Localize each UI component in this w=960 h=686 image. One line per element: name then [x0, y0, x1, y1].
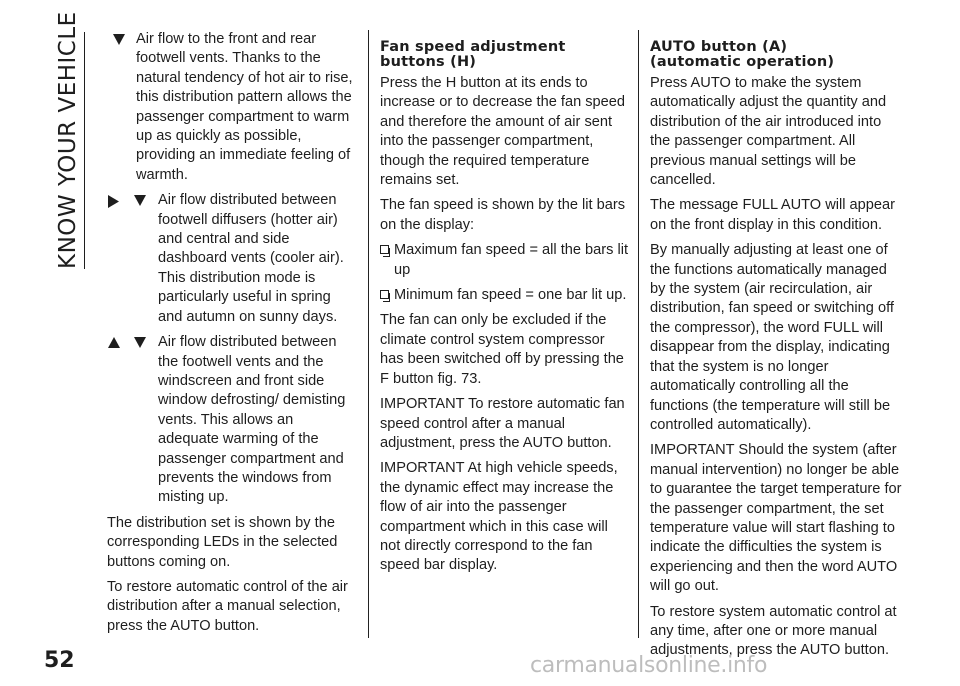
paragraph: To restore system automatic control at any time, after one or more manual adjustments, press the AUTO button. — [650, 603, 897, 659]
side-title: KNOW YOUR VEHICLE — [55, 11, 81, 269]
watermark: carmanualsonline.info — [530, 653, 768, 678]
heading-line: Fan speed adjustment — [380, 39, 566, 55]
side-rule — [84, 32, 85, 269]
column-2 — [380, 34, 628, 582]
paragraph: By manually adjusting at least one of the functions automatically managed by the system (air recirculation, air distribution, fan speed or switching off the compressor), the word FULL will disappear from the display, indicating that the system is no longer automatically controlling all the functions (the temperature will still be controlled automatically). — [650, 242, 894, 433]
checkbox-bullet-icon — [380, 290, 389, 299]
heading-line: (automatic operation) — [650, 54, 835, 70]
section-heading — [650, 40, 902, 70]
paragraph: IMPORTANT To restore automatic fan speed control after a manual adjustment, press the AUTO button. — [380, 396, 625, 451]
paragraph: To restore automatic control of the air distribution after a manual selection, press the AUTO button. — [107, 578, 348, 634]
heading-line: buttons (H) — [380, 54, 477, 70]
page-number: 52 — [44, 648, 75, 673]
mode-text: Air flow to the front and rear footwell vents. Thanks to the natural tendency of hot air to rise, this distribution pattern allows the passenger compartment to warm up as quickly as possible, providing an immediate feeling of warmth. — [136, 31, 353, 183]
paragraph: IMPORTANT Should the system (after manual intervention) no longer be able to guarantee the target temperature for the passenger compartment, the set temperature value will start flashing to indicate the difficulties the system is experiencing and then the word AUTO will go out. — [650, 442, 902, 595]
paragraph: IMPORTANT At high vehicle speeds, the dynamic effect may increase the flow of air into the passenger compartment which in this case will not directly correspond to the fan speed bar display. — [380, 460, 618, 574]
list-item — [380, 286, 628, 305]
mode-text: Air flow distributed between footwell diffusers (hotter air) and central and side dashboard vents (cooler air). This distribution mode is particularly useful in spring and autumn on sunny days. — [158, 192, 344, 325]
list-item — [380, 241, 628, 280]
mode-item — [107, 30, 357, 185]
column-divider-2 — [638, 30, 639, 638]
heading-line: AUTO button (A) — [650, 39, 788, 55]
section-heading — [380, 40, 628, 70]
paragraph: The message FULL AUTO will appear on the front display in this condition. — [650, 197, 895, 233]
arrow-right-down-icon — [107, 193, 157, 207]
paragraph: Press AUTO to make the system automatically adjust the quantity and distribution of the air introduced into the passenger compartment. All previous manual settings will be cancelled. — [650, 75, 887, 189]
paragraph: Press the H button at its ends to increase or to decrease the fan speed and therefore the amount of air sent into the passenger compartment, though the required temperature remains set. — [380, 75, 626, 189]
arrow-down-icon — [107, 32, 157, 46]
list-item-text: Maximum fan speed = all the bars lit up — [394, 242, 629, 278]
arrow-up-down-icon — [107, 335, 157, 349]
mode-item — [107, 191, 357, 327]
list-item-text: Minimum fan speed = one bar lit up. — [394, 287, 627, 304]
column-3 — [650, 34, 902, 667]
mode-item — [107, 333, 357, 508]
column-divider-1 — [368, 30, 369, 638]
paragraph: The fan speed is shown by the lit bars on the display: — [380, 197, 625, 233]
paragraph: The distribution set is shown by the corresponding LEDs in the selected buttons coming on. — [107, 514, 338, 570]
mode-text: Air flow distributed between the footwell vents and the windscreen and front side window defrosting/ demisting vents. This allows an adequate warming of the passenger compartment and prevents the windows from misting up. — [158, 334, 346, 506]
paragraph: The fan can only be excluded if the climate control system compressor has been switched off by pressing the F button fig. 73. — [380, 312, 624, 387]
checkbox-bullet-icon — [380, 245, 389, 254]
column-1 — [107, 30, 357, 642]
